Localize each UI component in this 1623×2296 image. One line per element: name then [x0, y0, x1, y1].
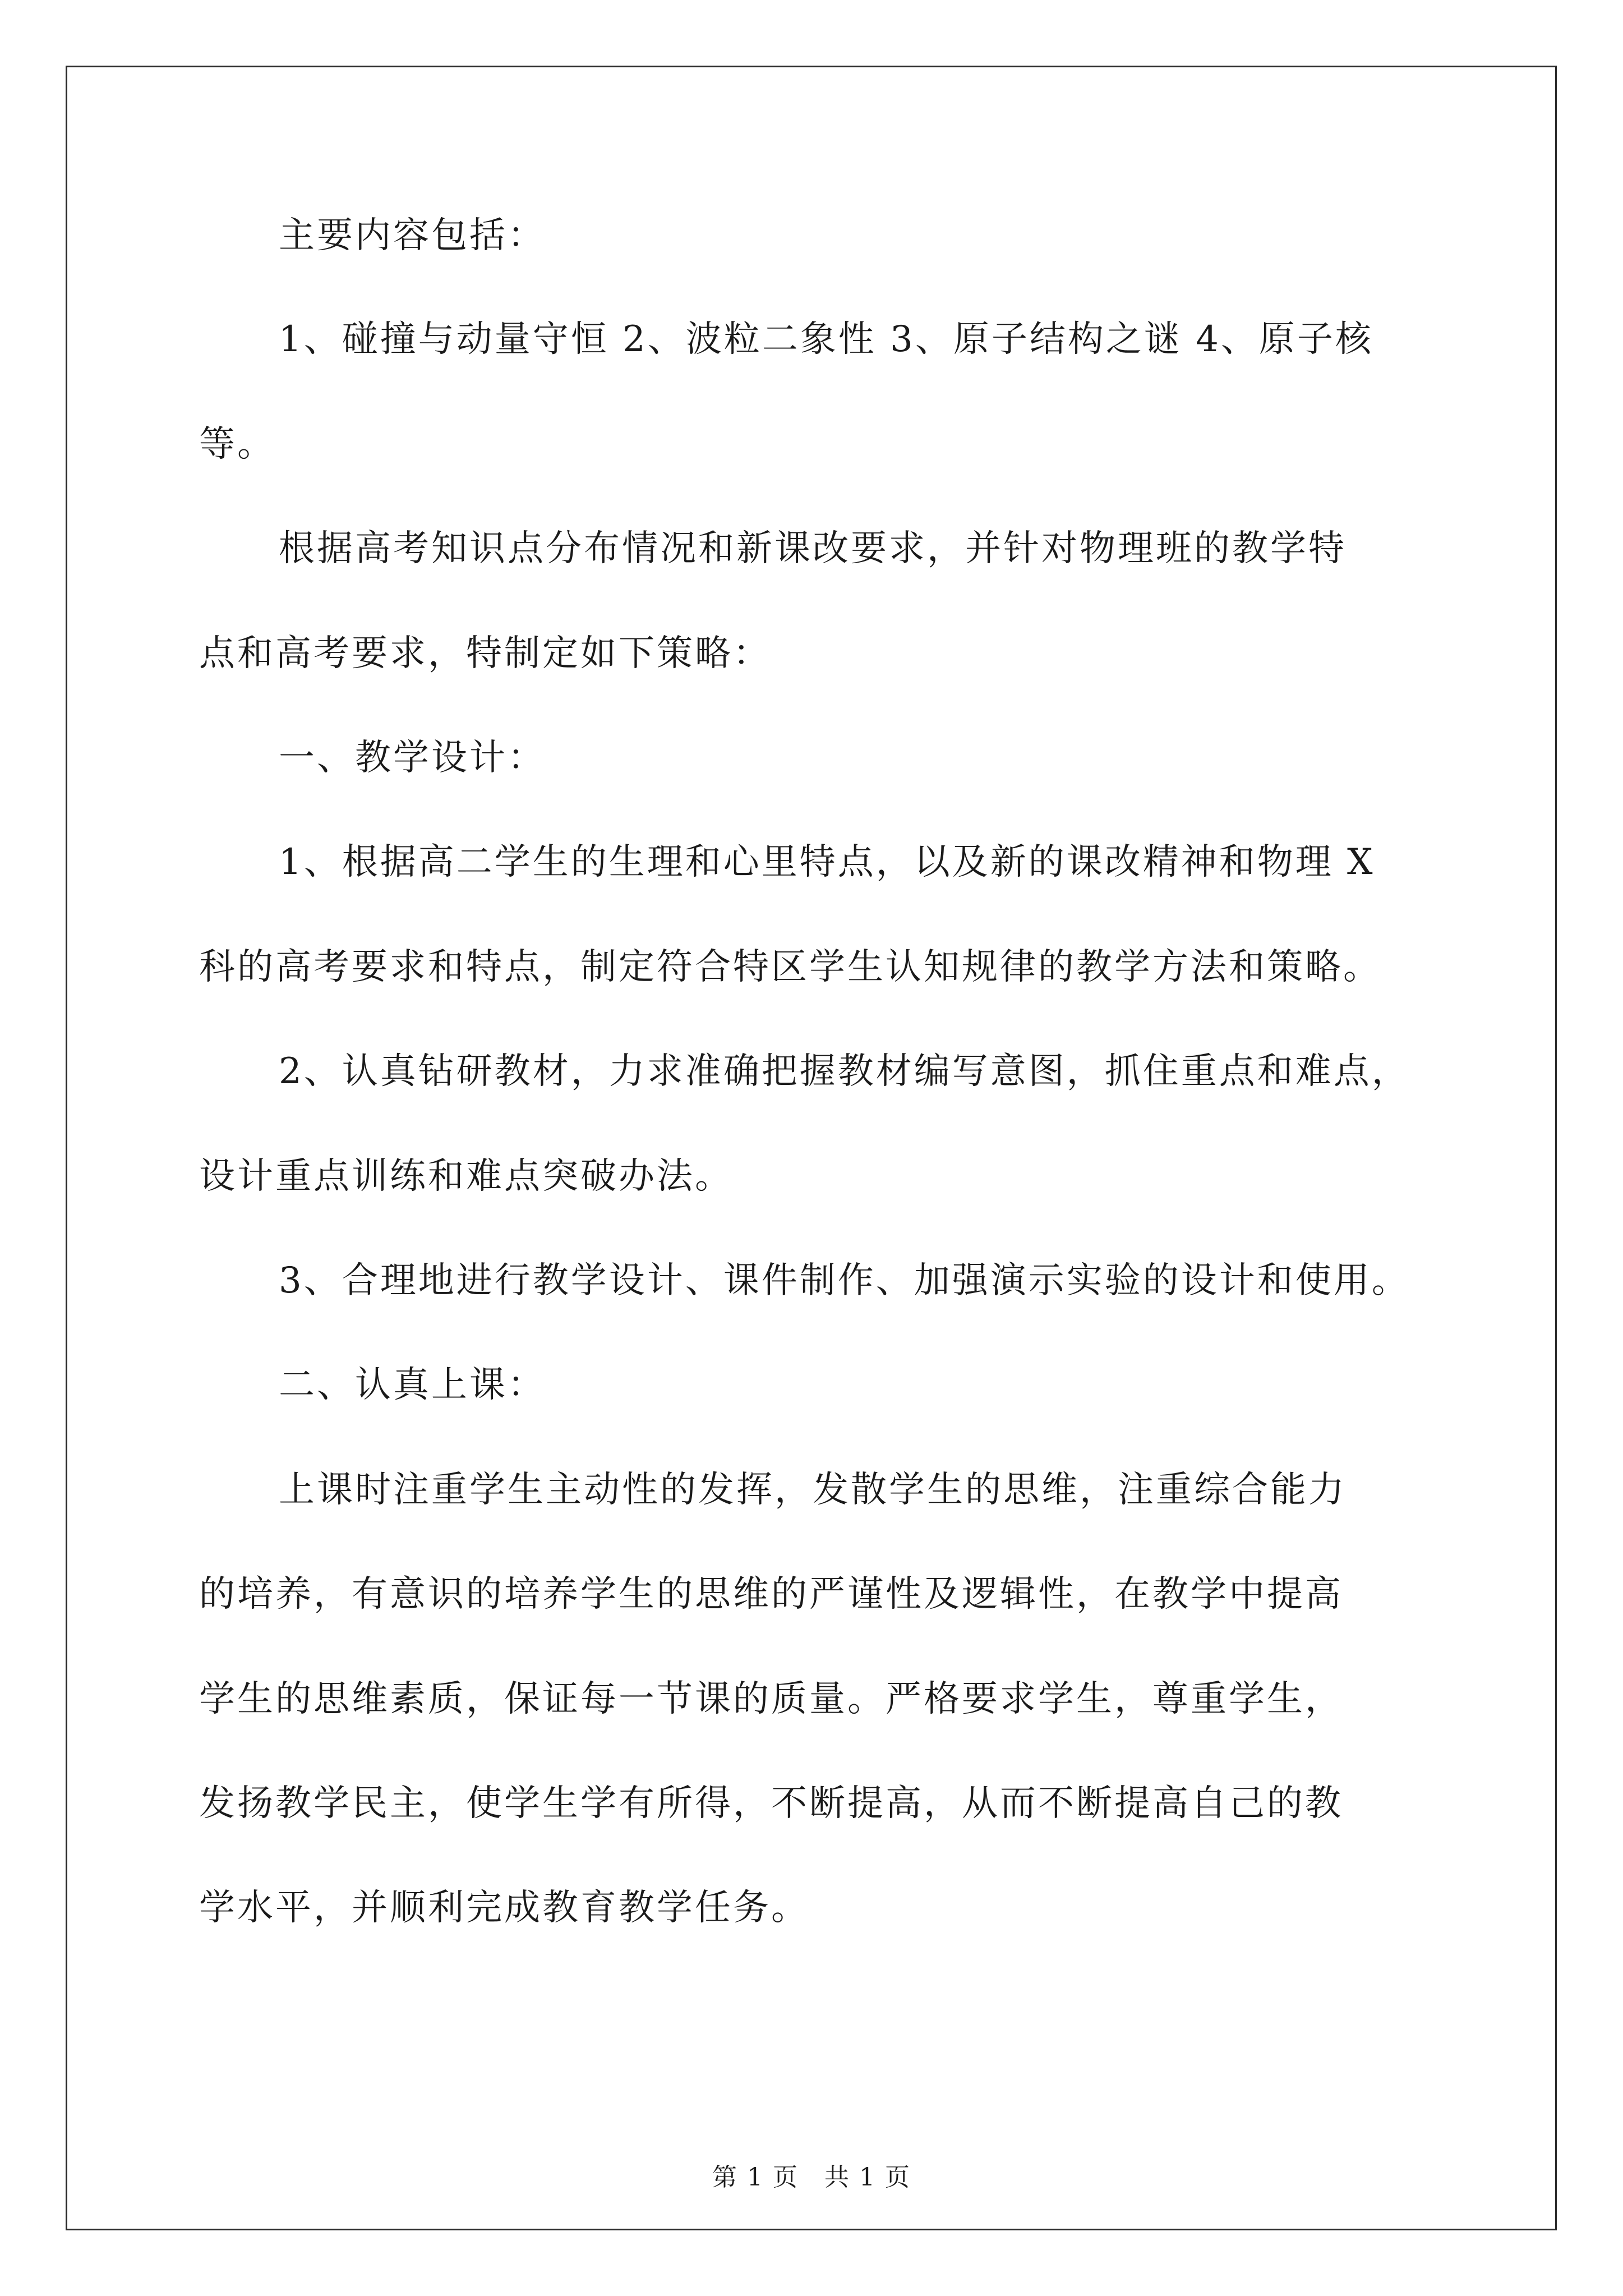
paragraph-line: 点和高考要求，特制定如下策略：: [199, 633, 771, 674]
paragraph-line: 发扬教学民主，使学生学有所得，不断提高，从而不断提高自己的教: [199, 1783, 1343, 1824]
paragraph-line: 上课时注重学生主动性的发挥，发散学生的思维，注重综合能力: [279, 1469, 1347, 1511]
paragraph-heading-main-content: 主要内容包括：: [279, 215, 546, 256]
section-heading-class: 二、认真上课：: [279, 1364, 546, 1406]
paragraph-line: 科的高考要求和特点，制定符合特区学生认知规律的教学方法和策略。: [199, 946, 1381, 988]
section-heading-teaching-design: 一、教学设计：: [279, 737, 546, 779]
paragraph-line: 学生的思维素质，保证每一节课的质量。严格要求学生，尊重学生，: [199, 1678, 1343, 1720]
paragraph-line: 2、认真钻研教材，力求准确把握教材编写意图，抓住重点和难点，: [279, 1051, 1410, 1092]
page-number-footer: 第 1 页 共 1 页: [712, 2163, 911, 2192]
paragraph-line: 等。: [199, 424, 275, 465]
paragraph-line: 根据高考知识点分布情况和新课改要求，并针对物理班的教学特: [279, 528, 1347, 569]
paragraph-line: 1、根据高二学生的生理和心里特点，以及新的课改精神和物理 X: [279, 841, 1375, 883]
paragraph-line: 的培养，有意识的培养学生的思维的严谨性及逻辑性，在教学中提高: [199, 1573, 1343, 1615]
paragraph-line: 3、合理地进行教学设计、课件制作、加强演示实验的设计和使用。: [279, 1260, 1410, 1301]
paragraph-line: 设计重点训练和难点突破办法。: [199, 1156, 733, 1197]
paragraph-line: 学水平，并顺利完成教育教学任务。: [199, 1887, 809, 1929]
paragraph-line: 1、碰撞与动量守恒 2、波粒二象性 3、原子结构之谜 4、原子核: [279, 319, 1373, 360]
